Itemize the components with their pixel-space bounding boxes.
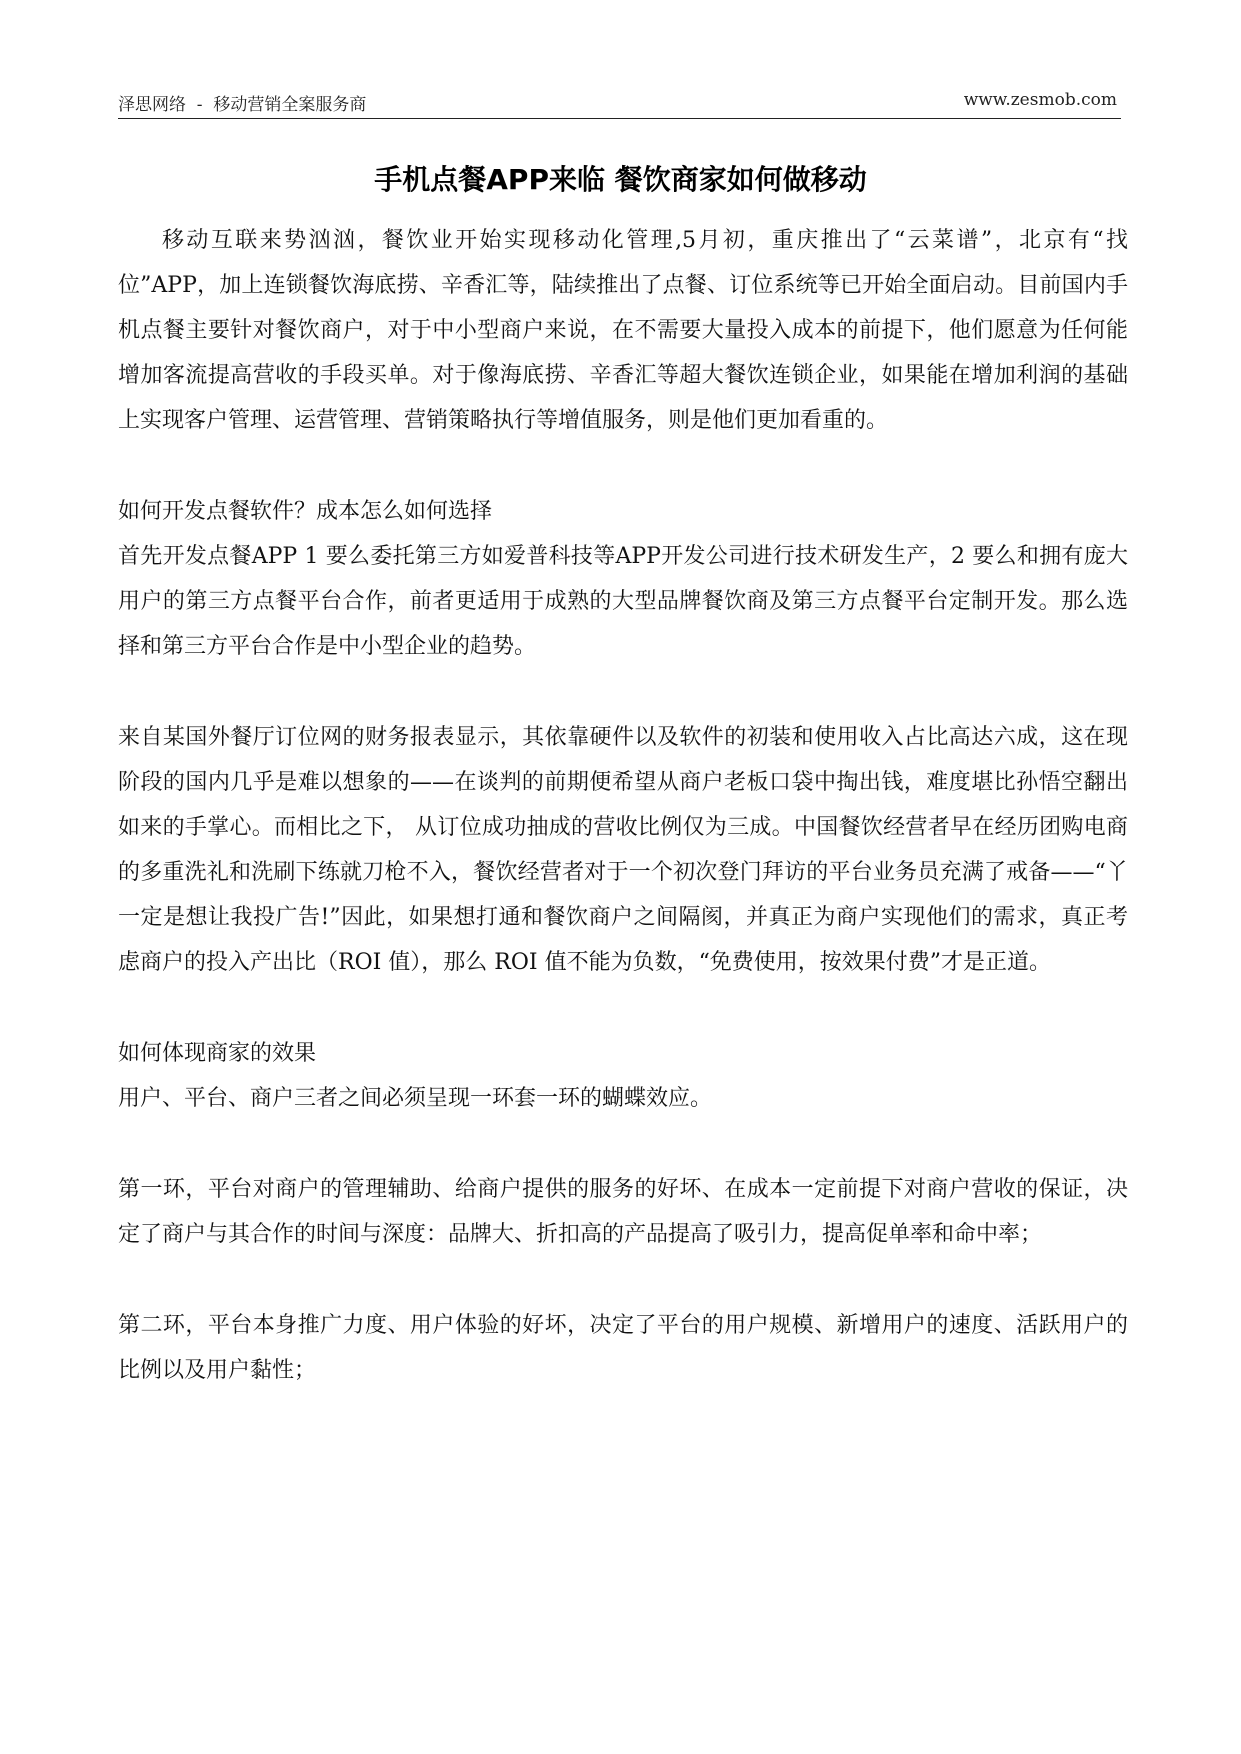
paragraph-spacer — [118, 1121, 1128, 1167]
paragraph-spacer — [118, 1257, 1128, 1303]
section-heading-development: 如何开发点餐软件？成本怎么如何选择 — [118, 499, 493, 524]
article-title: 手机点餐APP来临 餐饮商家如何做移动 — [374, 163, 867, 196]
paragraph-spacer — [118, 985, 1128, 1031]
header-company-name: 泽思网络 - 移动营销全案服务商 — [118, 95, 367, 115]
paragraph-intro: 移动互联来势汹汹，餐饮业开始实现移动化管理,5月初，重庆推出了“云菜谱”，北京有“找位”APP，加上连锁餐饮海底捞、辛香汇等，陆续推出了点餐、订位系统等已开始全面启动。目前国内手机点餐主要针对餐饮商户，对于中小型商户来说，在不需要大量投入成本的前提下，他们愿意为任何能增加客流提高营收的手段买单。对于像海底捞、辛香汇等超大餐饮连锁企业，如果能在增加利润的基础上实现客户管理、运营管理、营销策略执行等增值服务，则是他们更加看重的。 — [118, 228, 1128, 433]
paragraph-development: 首先开发点餐APP 1 要么委托第三方如爱普科技等APP开发公司进行技术研发生产，2 要么和拥有庞大用户的第三方点餐平台合作，前者更适用于成熟的大型品牌餐饮商及第三方点餐平台定制开发。那么选择和第三方平台合作是中小型企业的趋势。 — [118, 544, 1128, 659]
paragraph-spacer — [118, 443, 1128, 489]
page-header — [118, 88, 1121, 119]
paragraph-spacer — [118, 669, 1128, 715]
article-body — [118, 218, 1128, 1393]
paragraph-finance: 来自某国外餐厅订位网的财务报表显示，其依靠硬件以及软件的初装和使用收入占比高达六成，这在现阶段的国内几乎是难以想象的——在谈判的前期便希望从商户老板口袋中掏出钱，难度堪比孙悟空翻出如来的手掌心。而相比之下， 从订位成功抽成的营收比例仅为三成。中国餐饮经营者早在经历团购电商的多重洗礼和洗刷下练就刀枪不入，餐饮经营者对于一个初次登门拜访的平台业务员充满了戒备——“丫一定是想让我投广告!”因此，如果想打通和餐饮商户之间隔阂，并真正为商户实现他们的需求，真正考虑商户的投入产出比（ROI 值），那么 ROI 值不能为负数，“免费使用，按效果付费”才是正道。 — [118, 725, 1128, 975]
section-heading-effect: 如何体现商家的效果 — [118, 1041, 317, 1066]
paragraph-effect: 用户、平台、商户三者之间必须呈现一环套一环的蝴蝶效应。 — [118, 1086, 713, 1111]
header-website-link[interactable]: www.zesmob.com — [963, 90, 1117, 110]
paragraph-ring-one: 第一环，平台对商户的管理辅助、给商户提供的服务的好坏、在成本一定前提下对商户营收的保证，决定了商户与其合作的时间与深度：品牌大、折扣高的产品提高了吸引力，提高促单率和命中率； — [118, 1177, 1128, 1247]
paragraph-ring-two: 第二环，平台本身推广力度、用户体验的好坏，决定了平台的用户规模、新增用户的速度、活跃用户的比例以及用户黏性； — [118, 1313, 1128, 1383]
